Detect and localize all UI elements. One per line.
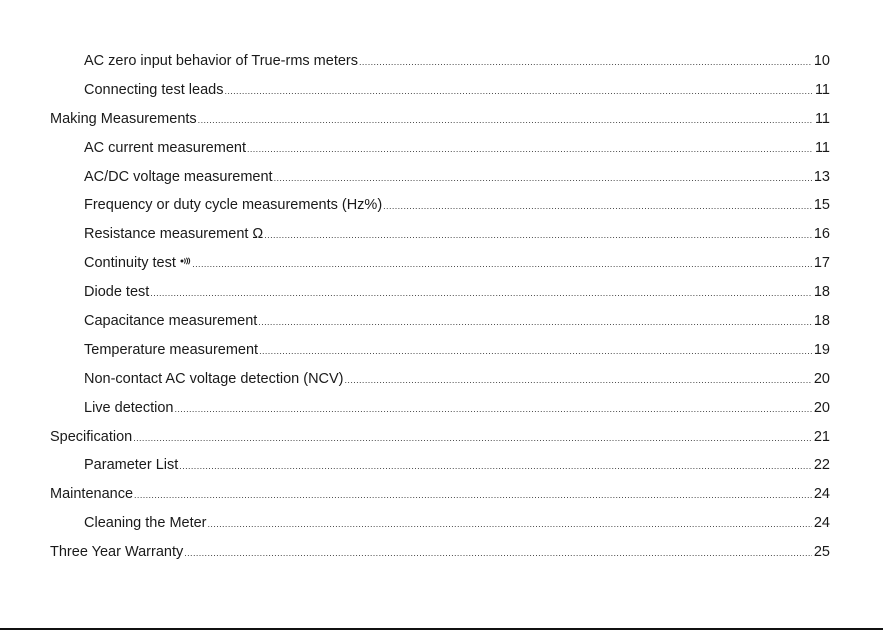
toc-entry-page: 18	[813, 313, 830, 330]
toc-entry-continuity-test[interactable]	[0, 249, 883, 278]
toc-entry-ac-current[interactable]	[0, 134, 883, 163]
toc-entry-title: Continuity test	[84, 255, 176, 272]
page-bottom-rule	[0, 628, 883, 630]
toc-entry-connecting-test-leads[interactable]	[0, 76, 883, 105]
toc-entry-page: 20	[813, 370, 830, 387]
toc-entry-page: 11	[814, 81, 830, 98]
toc-entry-page: 10	[813, 53, 830, 69]
toc-entry-page: 22	[813, 457, 830, 474]
toc-entry-title: AC/DC voltage measurement	[84, 168, 273, 185]
dot-leader	[345, 366, 812, 395]
dot-leader	[258, 308, 812, 337]
toc-entry-page: 20	[813, 399, 830, 416]
dot-leader	[264, 221, 812, 250]
toc-entry-three-year-warranty[interactable]	[0, 538, 883, 567]
toc-entry-page: 13	[813, 168, 830, 185]
toc-entry-title: Capacitance measurement	[84, 313, 258, 330]
toc-entry-page: 15	[813, 197, 830, 214]
dot-leader	[359, 48, 812, 77]
toc-entry-resistance[interactable]	[0, 220, 883, 249]
dot-leader	[247, 135, 812, 164]
dot-leader	[134, 481, 812, 510]
toc-entry-making-measurements[interactable]	[0, 105, 883, 134]
dot-leader	[274, 164, 812, 193]
toc-entry-page: 24	[813, 486, 830, 503]
dot-leader	[208, 510, 812, 539]
toc-entry-live-detection[interactable]	[0, 394, 883, 423]
toc-entry-title: AC current measurement	[84, 139, 246, 156]
toc-entry-page: 11	[814, 139, 830, 156]
dot-leader	[224, 77, 812, 106]
toc-entry-specification[interactable]	[0, 423, 883, 452]
dot-leader	[179, 452, 812, 481]
dot-leader	[192, 250, 812, 279]
toc-entry-page: 24	[813, 515, 830, 532]
toc-entry-parameter-list[interactable]	[0, 451, 883, 480]
toc-entry-title: Temperature measurement	[84, 341, 259, 358]
toc-entry-page: 19	[813, 341, 830, 358]
toc-entry-title: Cleaning the Meter	[84, 515, 207, 532]
table-of-contents	[0, 47, 883, 567]
toc-entry-maintenance[interactable]	[0, 480, 883, 509]
toc-entry-frequency-duty-cycle[interactable]	[0, 191, 883, 220]
dot-leader	[133, 424, 812, 453]
toc-entry-title: Three Year Warranty	[50, 544, 184, 561]
toc-entry-acdc-voltage[interactable]	[0, 163, 883, 192]
toc-entry-temperature[interactable]	[0, 336, 883, 365]
toc-entry-page: 17	[813, 255, 830, 272]
toc-entry-ncv[interactable]	[0, 365, 883, 394]
toc-entry-title: Maintenance	[50, 486, 134, 503]
dot-leader	[198, 106, 812, 135]
toc-entry-page: 18	[813, 284, 830, 301]
toc-entry-page: 11	[814, 110, 830, 127]
toc-entry-diode-test[interactable]	[0, 278, 883, 307]
dot-leader	[383, 192, 812, 221]
toc-entry-cleaning-the-meter[interactable]	[0, 509, 883, 538]
toc-entry-title: Making Measurements	[50, 110, 197, 127]
toc-entry-title: Specification	[50, 428, 133, 445]
toc-entry-page: 25	[813, 544, 830, 561]
toc-entry-title: Live detection	[84, 399, 174, 416]
toc-entry-page: 16	[813, 226, 830, 243]
toc-entry-title: Non-contact AC voltage detection (NCV)	[84, 370, 344, 387]
toc-entry-capacitance[interactable]	[0, 307, 883, 336]
toc-entry-page: 21	[813, 428, 830, 445]
toc-entry-title: Frequency or duty cycle measurements (Hz%)	[84, 197, 383, 214]
toc-entry-ac-zero-input[interactable]	[0, 47, 883, 76]
toc-entry-title: AC zero input behavior of True-rms meters	[84, 53, 358, 69]
dot-leader	[259, 337, 812, 366]
toc-entry-title: Parameter List	[84, 457, 179, 474]
dot-leader	[150, 279, 812, 308]
toc-entry-title: Diode test	[84, 284, 150, 301]
dot-leader	[174, 395, 811, 424]
toc-entry-title: Resistance measurement Ω	[84, 226, 264, 243]
dot-leader	[184, 539, 812, 568]
toc-entry-title: Connecting test leads	[84, 81, 224, 98]
continuity-sound-icon	[180, 255, 191, 267]
